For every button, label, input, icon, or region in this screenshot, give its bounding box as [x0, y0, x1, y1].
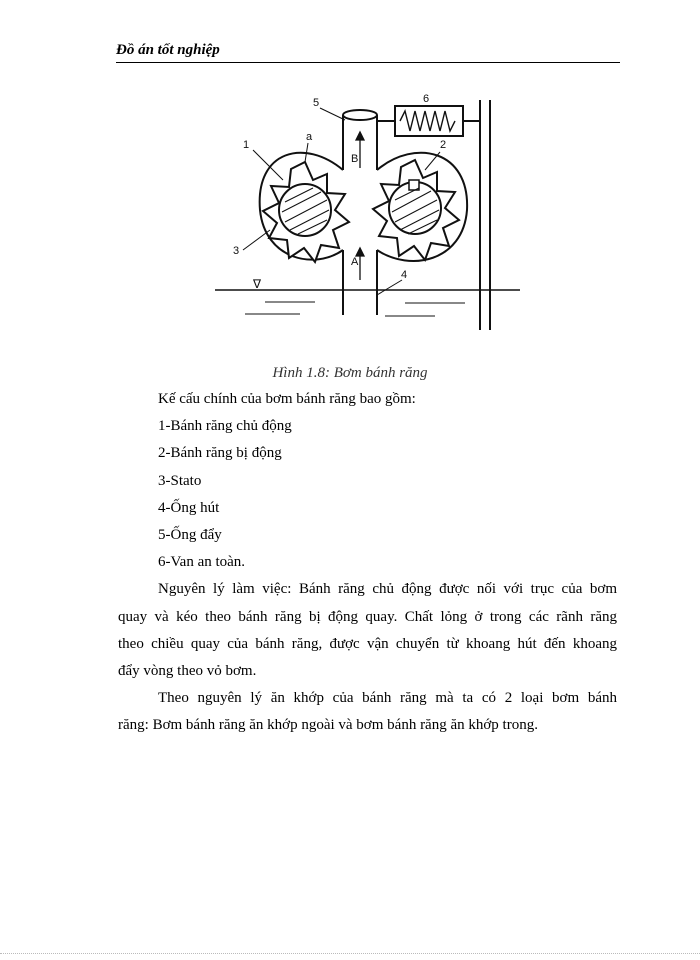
paragraph-line: Nguyên lý làm việc: Bánh răng chủ động được nối với trục của bơm [158, 581, 617, 598]
label-b: B [351, 153, 359, 165]
intro-line: Kế cấu chính của bơm bánh răng bao gồm: [158, 391, 416, 407]
valve-spring [400, 111, 455, 131]
label-3: 3 [233, 245, 240, 257]
leader-5 [320, 108, 345, 120]
list-item: 5-Ống đẩy [158, 527, 222, 544]
label-5: 5 [313, 97, 320, 109]
page-header [116, 40, 620, 63]
label-1: 1 [243, 139, 250, 151]
leader-4 [377, 280, 402, 295]
flow-arrowhead-b [356, 132, 364, 140]
paragraph-line: quay và kéo theo bánh răng bị động quay. Chất lỏng ở trong các rãnh răng [118, 608, 617, 625]
discharge-pipe-top [343, 110, 377, 120]
label-a-lower: A [351, 256, 359, 268]
label-2: 2 [440, 139, 447, 151]
list-item: 2-Bánh răng bị động [158, 445, 282, 462]
label-a: a [306, 131, 313, 143]
gear-pump-diagram [205, 90, 525, 345]
list-item: 4-Ống hút [158, 499, 220, 516]
driven-gear [373, 160, 459, 260]
header-title: Đồ án tốt nghiệp [116, 42, 220, 58]
leader-3 [243, 230, 270, 250]
footer-dotted-rule [0, 952, 700, 954]
paragraph-line: răng: Bơm bánh răng ăn khớp ngoài và bơm bánh răng ăn khớp trong. [118, 717, 538, 734]
driving-gear [263, 162, 349, 262]
label-4: 4 [401, 269, 408, 281]
figure-caption: Hình 1.8: Bơm bánh răng [272, 365, 428, 381]
label-6: 6 [423, 93, 430, 105]
list-item: 3-Stato [158, 472, 202, 489]
water-level-symbol: ∇ [253, 277, 262, 291]
flow-arrowhead-a [356, 248, 364, 256]
paragraph-line: theo chiều quay của bánh răng, được vận chuyển từ khoang hút đến khoang [118, 635, 617, 652]
list-item: 1-Bánh răng chủ động [158, 418, 292, 435]
body-text [118, 386, 617, 740]
paragraph-line: đẩy vòng theo vỏ bơm. [118, 663, 257, 680]
leader-1 [253, 150, 283, 180]
list-item: 6-Van an toàn. [158, 554, 246, 571]
paragraph-line: Theo nguyên lý ăn khớp của bánh răng mà ta có 2 loại bơm bánh [158, 690, 617, 707]
